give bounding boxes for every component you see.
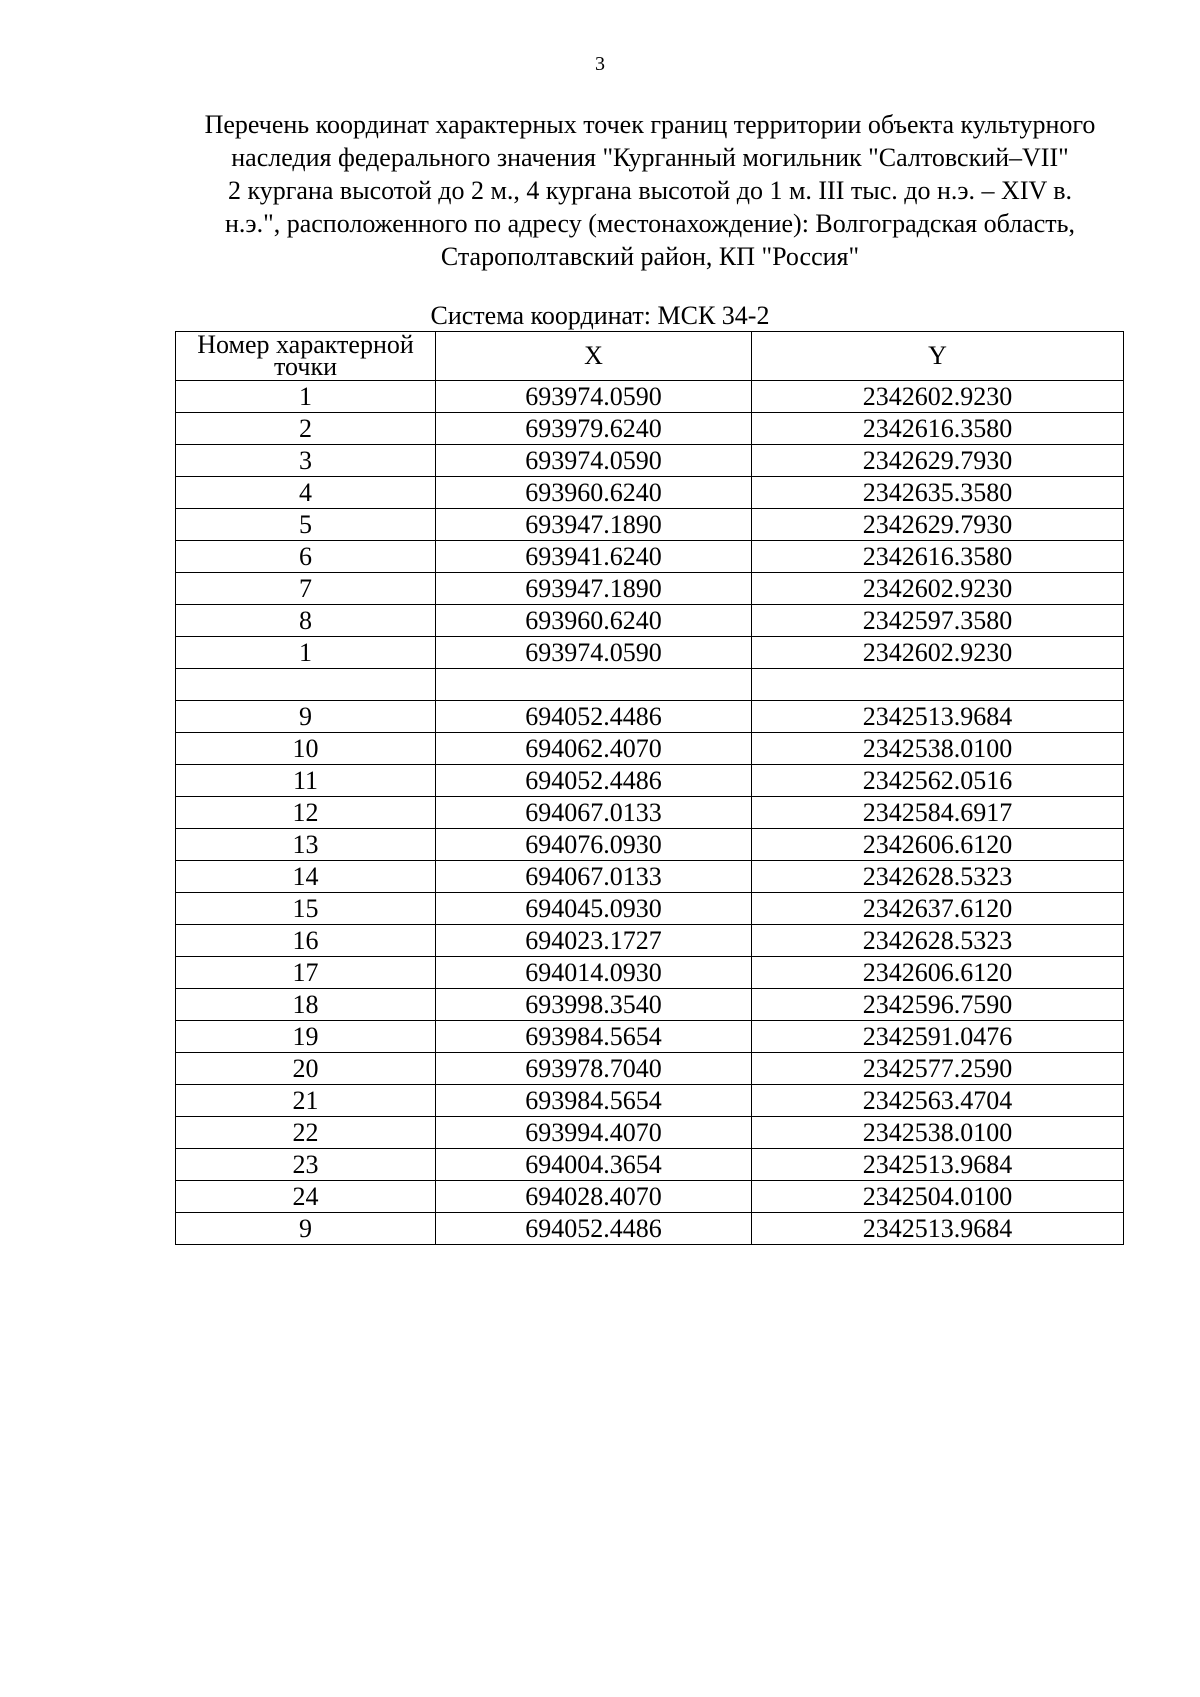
cell-x: 694023.1727 [436,925,752,957]
table-row [176,381,1124,413]
cell-point-number: 2 [176,413,436,445]
cell-y: 2342606.6120 [752,957,1124,989]
cell-point-number: 9 [176,1213,436,1245]
table-row [176,925,1124,957]
cell-y: 2342629.7930 [752,445,1124,477]
cell-x: 694052.4486 [436,1213,752,1245]
cell-y: 2342577.2590 [752,1053,1124,1085]
cell-x: 693947.1890 [436,573,752,605]
table-row [176,1181,1124,1213]
table-row [176,445,1124,477]
title-line: наследия федерального значения "Курганный могильник "Салтовский–VII" [231,143,1069,172]
coordinates-table [175,331,1124,1245]
table-row [176,861,1124,893]
cell-point-number: 14 [176,861,436,893]
cell-x: 693974.0590 [436,637,752,669]
cell-y: 2342602.9230 [752,637,1124,669]
title-line: Перечень координат характерных точек границ территории объекта культурного [204,110,1096,139]
table-row [176,1213,1124,1245]
table-row [176,1021,1124,1053]
cell-point-number: 3 [176,445,436,477]
header-x: X [436,332,752,381]
cell-y: 2342513.9684 [752,701,1124,733]
cell-x [436,669,752,701]
cell-x: 693960.6240 [436,477,752,509]
cell-point-number: 19 [176,1021,436,1053]
table-row [176,509,1124,541]
table-row [176,893,1124,925]
header-point-number: Номер характерной точки [176,332,436,381]
cell-point-number: 11 [176,765,436,797]
table-row [176,605,1124,637]
cell-point-number: 12 [176,797,436,829]
cell-x: 694052.4486 [436,701,752,733]
cell-y: 2342591.0476 [752,1021,1124,1053]
cell-x: 694062.4070 [436,733,752,765]
cell-x: 694028.4070 [436,1181,752,1213]
title-line: н.э.", расположенного по адресу (местонахождение): Волгоградская область, [225,209,1075,238]
cell-x: 693947.1890 [436,509,752,541]
cell-y: 2342563.4704 [752,1085,1124,1117]
coordinate-system-label: Система координат: МСК 34-2 [430,301,770,330]
cell-x: 694067.0133 [436,797,752,829]
cell-point-number: 9 [176,701,436,733]
cell-y: 2342513.9684 [752,1149,1124,1181]
cell-point-number: 8 [176,605,436,637]
cell-y: 2342637.6120 [752,893,1124,925]
cell-x: 694014.0930 [436,957,752,989]
cell-point-number: 21 [176,1085,436,1117]
table-row [176,797,1124,829]
table-row [176,1085,1124,1117]
table-row [176,637,1124,669]
cell-x: 693984.5654 [436,1021,752,1053]
cell-x: 693974.0590 [436,445,752,477]
cell-x: 693941.6240 [436,541,752,573]
cell-point-number: 1 [176,381,436,413]
cell-point-number: 7 [176,573,436,605]
table-row [176,989,1124,1021]
cell-point-number: 18 [176,989,436,1021]
cell-x: 693984.5654 [436,1085,752,1117]
cell-x: 693960.6240 [436,605,752,637]
table-row [176,701,1124,733]
cell-x: 693994.4070 [436,1117,752,1149]
cell-y: 2342538.0100 [752,733,1124,765]
cell-x: 694067.0133 [436,861,752,893]
cell-y: 2342629.7930 [752,509,1124,541]
cell-x: 694076.0930 [436,829,752,861]
cell-point-number: 10 [176,733,436,765]
document-title [150,108,1150,273]
cell-y: 2342584.6917 [752,797,1124,829]
cell-x: 694004.3654 [436,1149,752,1181]
table-header-row [176,332,1124,381]
cell-y: 2342628.5323 [752,861,1124,893]
cell-y: 2342616.3580 [752,541,1124,573]
table-row [176,413,1124,445]
cell-y: 2342513.9684 [752,1213,1124,1245]
table-row [176,733,1124,765]
cell-point-number: 22 [176,1117,436,1149]
table-row [176,1117,1124,1149]
cell-y: 2342596.7590 [752,989,1124,1021]
cell-point-number: 6 [176,541,436,573]
cell-point-number: 4 [176,477,436,509]
cell-y: 2342597.3580 [752,605,1124,637]
cell-point-number: 20 [176,1053,436,1085]
cell-x: 693979.6240 [436,413,752,445]
cell-x: 693978.7040 [436,1053,752,1085]
cell-y: 2342606.6120 [752,829,1124,861]
cell-x: 694045.0930 [436,893,752,925]
cell-y: 2342602.9230 [752,573,1124,605]
cell-point-number: 17 [176,957,436,989]
cell-point-number [176,669,436,701]
table-row [176,829,1124,861]
title-line: Старополтавский район, КП "Россия" [440,242,860,271]
table-body [176,381,1124,1245]
cell-y: 2342602.9230 [752,381,1124,413]
table-row [176,669,1124,701]
cell-x: 693974.0590 [436,381,752,413]
table-row [176,765,1124,797]
cell-y: 2342628.5323 [752,925,1124,957]
table-row [176,1053,1124,1085]
cell-x: 693998.3540 [436,989,752,1021]
page-number: 3 [595,53,605,75]
cell-point-number: 1 [176,637,436,669]
table-row [176,957,1124,989]
cell-point-number: 5 [176,509,436,541]
title-line: 2 кургана высотой до 2 м., 4 кургана высотой до 1 м. III тыс. до н.э. – XIV в. [227,176,1073,205]
cell-x: 694052.4486 [436,765,752,797]
cell-point-number: 15 [176,893,436,925]
cell-point-number: 13 [176,829,436,861]
cell-y: 2342538.0100 [752,1117,1124,1149]
header-y: Y [752,332,1124,381]
cell-y: 2342562.0516 [752,765,1124,797]
cell-y: 2342504.0100 [752,1181,1124,1213]
cell-point-number: 16 [176,925,436,957]
table-row [176,1149,1124,1181]
cell-y [752,669,1124,701]
table-row [176,477,1124,509]
cell-y: 2342635.3580 [752,477,1124,509]
cell-point-number: 24 [176,1181,436,1213]
table-row [176,573,1124,605]
table-row [176,541,1124,573]
cell-y: 2342616.3580 [752,413,1124,445]
cell-point-number: 23 [176,1149,436,1181]
